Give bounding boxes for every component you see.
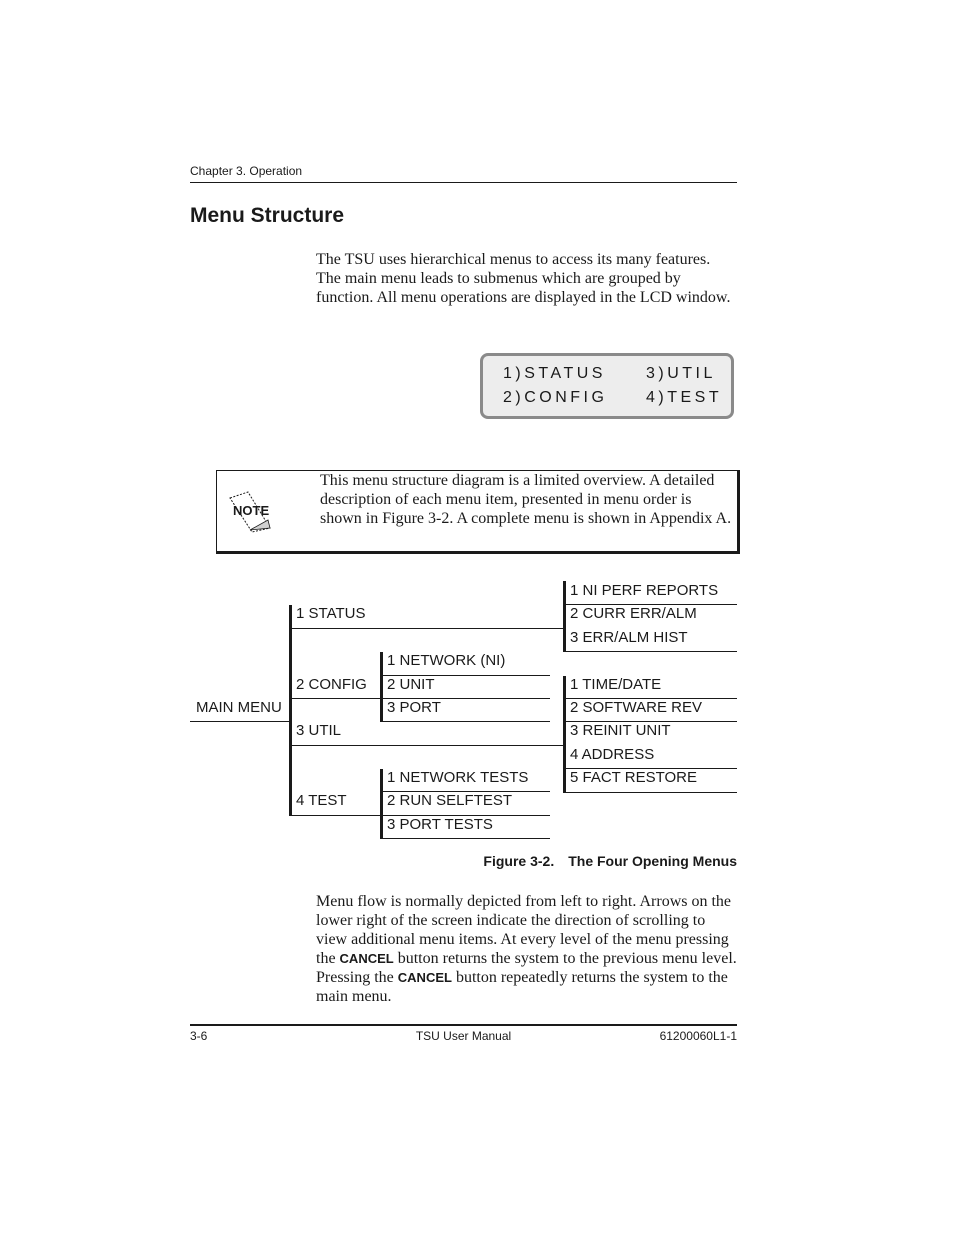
page-number: 3-6 [190, 1029, 208, 1043]
test-item-1: 1 NETWORK TESTS [387, 769, 529, 786]
chapter-header: Chapter 3. Operation [190, 164, 303, 178]
level1-test: 4 TEST [296, 792, 347, 809]
lcd-row2-left: 2)CONFIG [503, 389, 608, 406]
status-line [291, 628, 565, 629]
body-part1: Menu flow is normally depicted from left to right. Arrows on the lower right of the screen indicate the direction of scrolling to view additional menu items. At every level of the menu pressing the [316, 893, 732, 967]
status-item-3-line [566, 651, 737, 652]
test-item-2: 2 RUN SELFTEST [387, 792, 513, 809]
level1-config: 2 CONFIG [296, 676, 367, 693]
util-item-3: 3 REINIT UNIT [570, 722, 671, 739]
figure-number: Figure 3-2. [483, 853, 555, 869]
doc-number: 61200060L1-1 [659, 1029, 737, 1043]
config-bracket [380, 652, 383, 722]
lcd-display [480, 353, 734, 419]
lcd-row2-right: 4)TEST [646, 389, 723, 406]
status-item-3: 3 ERR/ALM HIST [570, 629, 688, 646]
body-paragraph [316, 892, 737, 1006]
level1-bracket [289, 605, 292, 816]
note-icon-label: NOTE [233, 503, 270, 518]
config-item-2: 2 UNIT [387, 676, 435, 693]
config-item-3-line [383, 721, 550, 722]
note-text: This menu structure diagram is a limited overview. A detailed description of each menu item, presented in menu order is shown in Figure 3-2. A complete menu is shown in Appendix A. [320, 472, 732, 527]
manual-title: TSU User Manual [415, 1029, 512, 1043]
test-bracket [380, 769, 383, 839]
status-item-1: 1 NI PERF REPORTS [570, 582, 719, 599]
util-item-5-line [566, 792, 737, 793]
config-item-3: 3 PORT [387, 699, 441, 716]
body-part2: button returns the system to the previous menu level. Pressing the [316, 950, 737, 986]
util-bracket [563, 676, 566, 793]
test-line [291, 815, 382, 816]
test-item-3: 3 PORT TESTS [387, 816, 493, 833]
test-item-3-line [383, 838, 550, 839]
note-icon [226, 490, 272, 534]
util-item-5: 5 FACT RESTORE [570, 769, 697, 786]
util-line [291, 745, 565, 746]
intro-paragraph: The TSU uses hierarchical menus to access its many features. The main menu leads to submenus which are grouped by function. All menu operations are displayed in the LCD window. [316, 251, 731, 306]
cancel-key-2: CANCEL [397, 970, 452, 985]
header-rule [190, 182, 737, 183]
main-menu-line [190, 721, 291, 722]
status-bracket [563, 581, 566, 652]
util-item-2: 2 SOFTWARE REV [570, 699, 702, 716]
footer-rule [190, 1024, 737, 1026]
config-line [291, 698, 382, 699]
config-item-1: 1 NETWORK (NI) [387, 652, 506, 669]
main-menu-label: MAIN MENU [196, 699, 282, 716]
section-title: Menu Structure [190, 204, 345, 227]
util-item-1: 1 TIME/DATE [570, 676, 662, 693]
level1-util: 3 UTIL [296, 722, 342, 739]
level1-status: 1 STATUS [296, 605, 366, 622]
figure-title: The Four Opening Menus [568, 853, 737, 869]
lcd-row1-left: 1)STATUS [503, 365, 606, 382]
util-item-4: 4 ADDRESS [570, 746, 655, 763]
status-item-2: 2 CURR ERR/ALM [570, 605, 697, 622]
body-part3: button repeatedly returns the system to the main menu. [316, 969, 728, 1005]
lcd-row1-right: 3)UTIL [646, 365, 716, 382]
figure-caption [190, 853, 737, 869]
cancel-key-1: CANCEL [339, 951, 394, 966]
